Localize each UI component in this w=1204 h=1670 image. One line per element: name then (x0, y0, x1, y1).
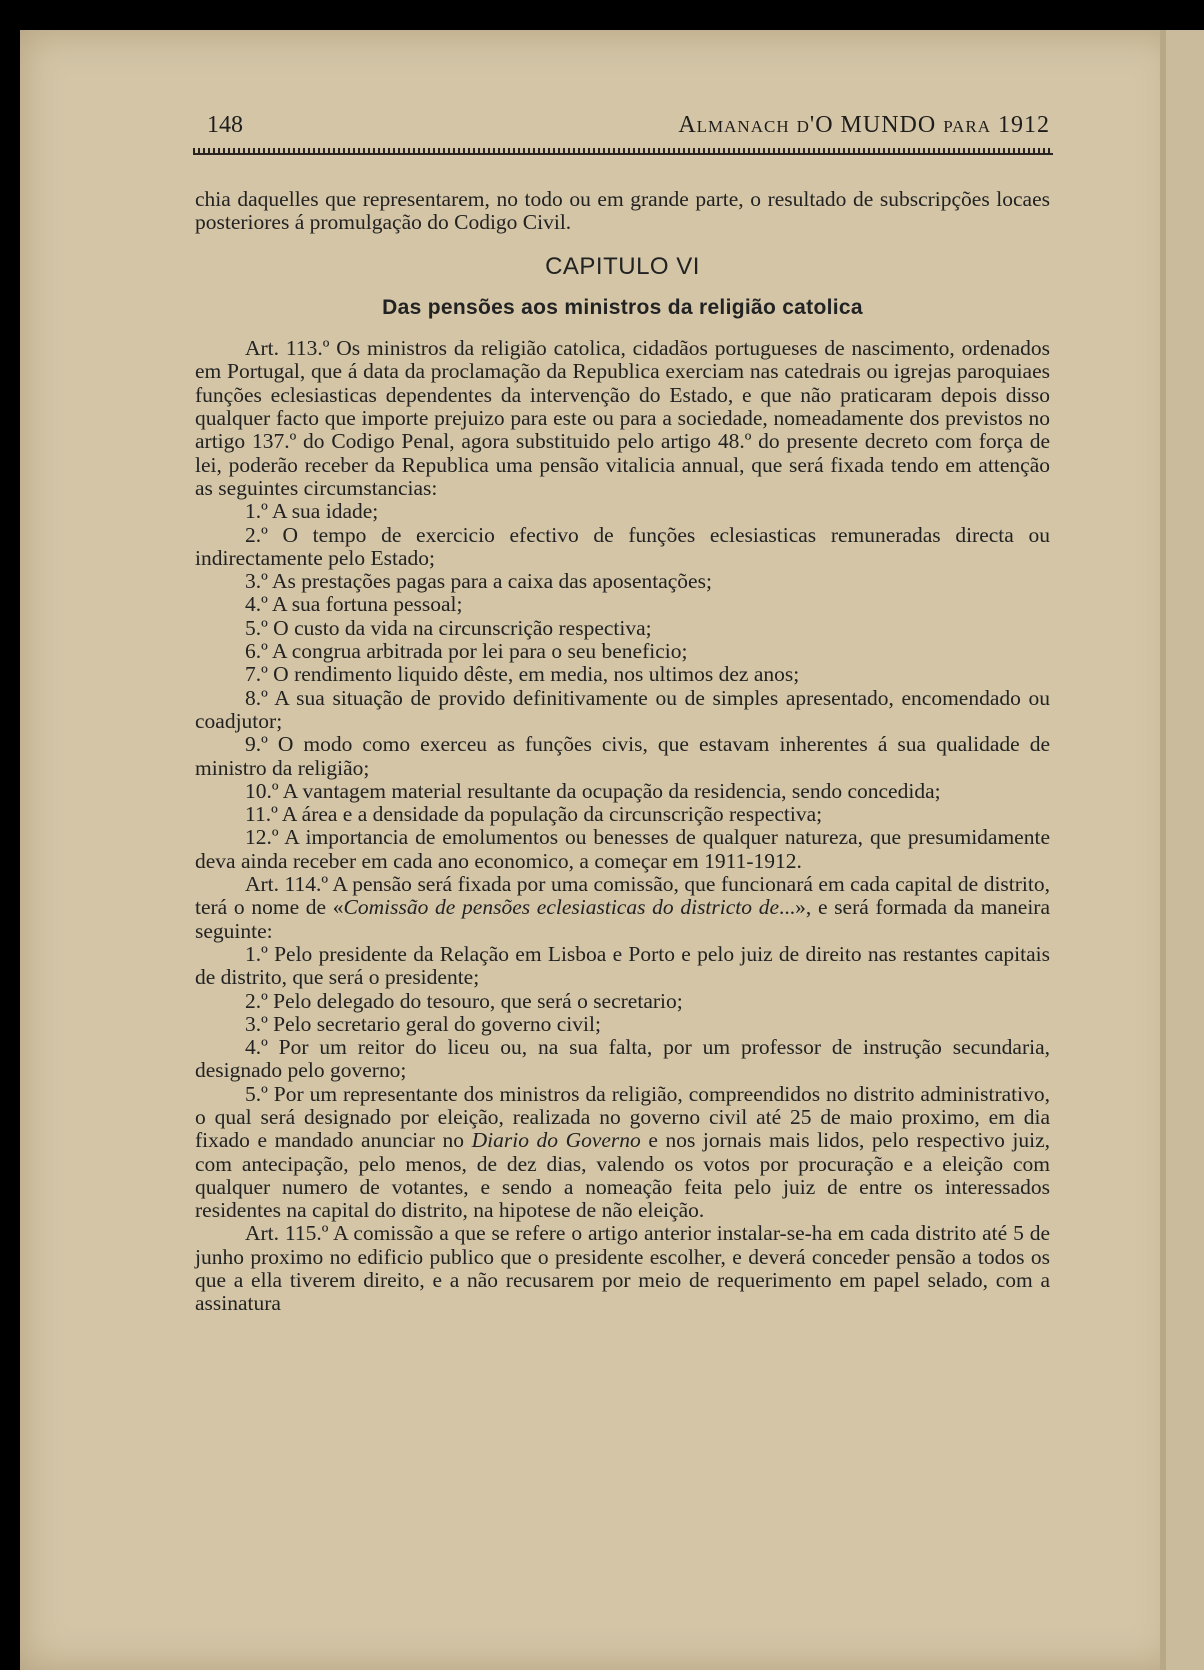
list-item: 11.º A área e a densidade da população da circunscrição respectiva; (245, 802, 823, 827)
chapter-subtitle: Das pensões aos ministros da religião catolica (382, 295, 863, 319)
commission-name: Comissão de pensões eclesiasticas do districto de (343, 895, 779, 920)
article-113: Art. 113.º Os ministros da religião catolica, cidadãos portugueses de nascimento, ordenados em Portugal, que á data da proclamação da Republica exerciam nas catedrais ou igrejas paroquiaes funções eclesiasticas dependentes da intervenção do Estado, e que não praticaram depois disso qualquer facto que importe prejuizo para este ou para a sociedade, nomeadamente dos previstos no artigo 137.º do Codigo Penal, agora substituido pelo artigo 48.º do presente decreto com força de lei, poderão receber da Republica uma pensão vitalicia annual, que será fixada tendo em attenção as seguintes circumstancias: (195, 336, 1050, 500)
body-text (195, 188, 1050, 1316)
list-item: 12.º A importancia de emolumentos ou benesses de qualquer natureza, que presumidamente deva ainda receber em cada ano economico, a começar em 1911-1912. (195, 825, 1050, 873)
list-item (195, 1083, 1050, 1223)
article-114 (195, 873, 1050, 943)
list-item: 8.º A sua situação de provido definitivamente ou de simples apresentado, encomendado ou coadjutor; (195, 685, 1050, 733)
list-item: 2.º O tempo de exercicio efectivo de funções eclesiasticas remuneradas directa ou indirectamente pelo Estado; (195, 522, 1050, 570)
running-title: Almanach d'O MUNDO para 1912 (678, 112, 1050, 138)
paragraph-continuation: chia daquelles que representarem, no todo ou em grande parte, o resultado de subscripções locaes posteriores á promulgação do Codigo Civil. (195, 187, 1050, 235)
list-item: 10.º A vantagem material resultante da ocupação da residencia, sendo concedida; (245, 778, 941, 803)
list-item: 3.º Pelo secretario geral do governo civil; (245, 1011, 601, 1036)
list-item-text: 5.º Por um representante dos ministros da religião, compreendidos no distrito administrativo, o qual será designado por eleição, realizada no governo civil até 25 de maio proximo, em dia fixado e mandado anunciar no (195, 1081, 1050, 1153)
list-item: 3.º As prestações pagas para a caixa das aposentações; (245, 569, 712, 594)
list-item: 5.º O custo da vida na circunscrição respectiva; (245, 615, 652, 640)
list-item: 9.º O modo como exerceu as funções civis, que estavam inherentes á sua qualidade de ministro da religião; (195, 732, 1050, 780)
list-item: 1.º A sua idade; (245, 499, 379, 524)
chapter-heading: CAPITULO VI (545, 252, 700, 280)
page-number: 148 (207, 112, 243, 138)
facing-page-edge (1166, 30, 1204, 1670)
article-115: Art. 115.º A comissão a que se refere o artigo anterior instalar-se-ha em cada distrito até 5 de junho proximo no edificio publico que o presidente escolher, e deverá conceder pensão a todos os que a ella tiverem direito, e a não recusarem por meio de requerimento em papel selado, com a assinatura (195, 1221, 1050, 1316)
list-item: 7.º O rendimento liquido dêste, em media, nos ultimos dez anos; (245, 662, 800, 687)
article-114-text: Art. 114.º A pensão será fixada por uma comissão, que funcionará em cada capital de distrito, terá o nome de « (195, 872, 1050, 920)
running-head (193, 108, 1050, 140)
list-item: 4.º Por um reitor do liceu ou, na sua falta, por um professor de instrução secundaria, designado pelo governo; (195, 1035, 1050, 1083)
list-item-text-end: e nos jornais mais lidos, pelo respectivo juiz, com antecipação, pelo menos, de dez dias, valendo os votos por procuração e a eleição com qualquer numero de votantes, e sendo a nomeação feita pelo juiz de entre os interessados residentes na capital do distrito, na hipotese de não eleição. (195, 1128, 1051, 1223)
article-114-text-end: ...», e será formada da maneira seguinte: (195, 895, 1051, 943)
list-item: 2.º Pelo delegado do tesouro, que será o secretario; (245, 988, 683, 1013)
list-item: 6.º A congrua arbitrada por lei para o seu beneficio; (245, 639, 688, 664)
list-item: 4.º A sua fortuna pessoal; (245, 592, 463, 617)
list-item: 1.º Pelo presidente da Relação em Lisboa e Porto e pelo juiz de direito nas restantes capitais de distrito, que será o presidente; (195, 941, 1050, 990)
publication-name: Diario do Governo (471, 1128, 641, 1153)
header-rule (193, 148, 1053, 154)
